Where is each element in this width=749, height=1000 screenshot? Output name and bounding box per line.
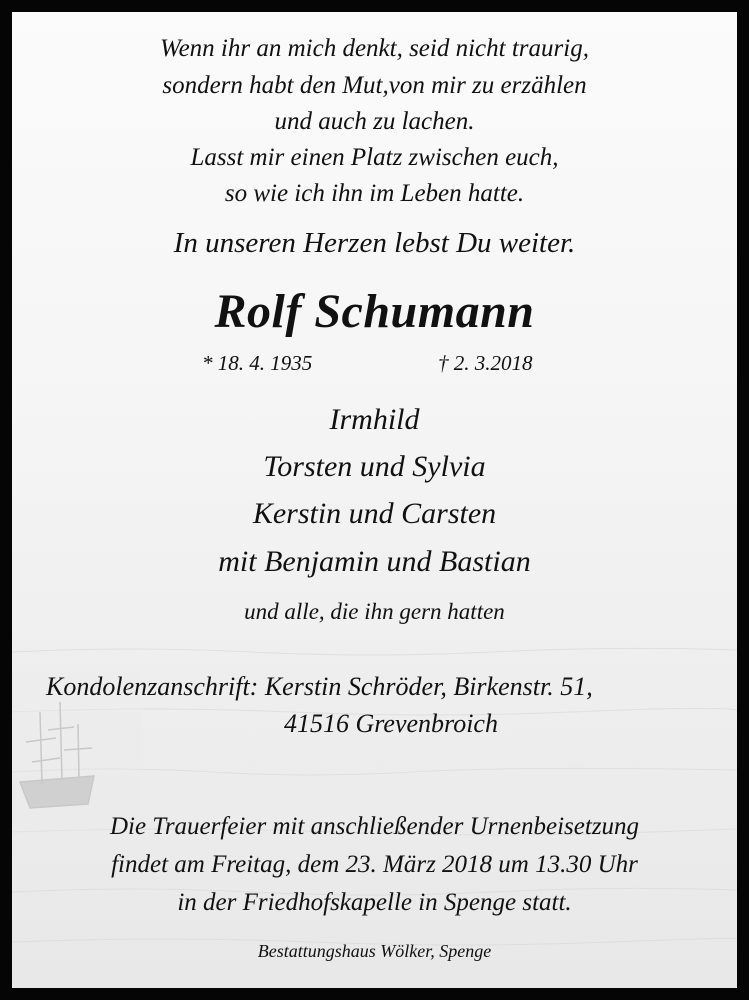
- motto: In unseren Herzen lebst Du weiter.: [173, 227, 576, 259]
- poem-line: so wie ich ihn im Leben hatte.: [224, 180, 525, 207]
- ceremony-line: Die Trauerfeier mit anschließender Urnenbeisetzung: [109, 813, 640, 840]
- poem-line: und auch zu lachen.: [274, 108, 475, 135]
- mourner-line: mit Benjamin und Bastian: [218, 545, 531, 578]
- death-date: † 2. 3.2018: [438, 351, 533, 375]
- birth-date: * 18. 4. 1935: [202, 351, 313, 375]
- mourner-line: Kerstin und Carsten: [252, 497, 497, 530]
- poem-line: Lasst mir einen Platz zwischen euch,: [190, 144, 559, 171]
- mourner-line: Irmhild: [329, 403, 420, 436]
- mourners-closing: und alle, die ihn gern hatten: [244, 599, 505, 624]
- condolence-address-city: 41516 Grevenbroich: [284, 709, 498, 738]
- poem-line: sondern habt den Mut,von mir zu erzählen: [162, 72, 587, 99]
- ceremony-line: findet am Freitag, dem 23. März 2018 um 13.30 Uhr: [111, 851, 638, 878]
- mourner-line: Torsten und Sylvia: [263, 450, 486, 483]
- condolence-address-line: Kondolenzanschrift: Kerstin Schröder, Birkenstr. 51,: [46, 672, 593, 701]
- undertaker: Bestattungshaus Wölker, Spenge: [257, 941, 492, 961]
- ceremony-line: in der Friedhofskapelle in Spenge statt.: [177, 889, 572, 916]
- obituary-content: [12, 12, 737, 988]
- deceased-name: Rolf Schumann: [214, 285, 535, 338]
- poem-line: Wenn ihr an mich denkt, seid nicht traurig,: [160, 35, 589, 62]
